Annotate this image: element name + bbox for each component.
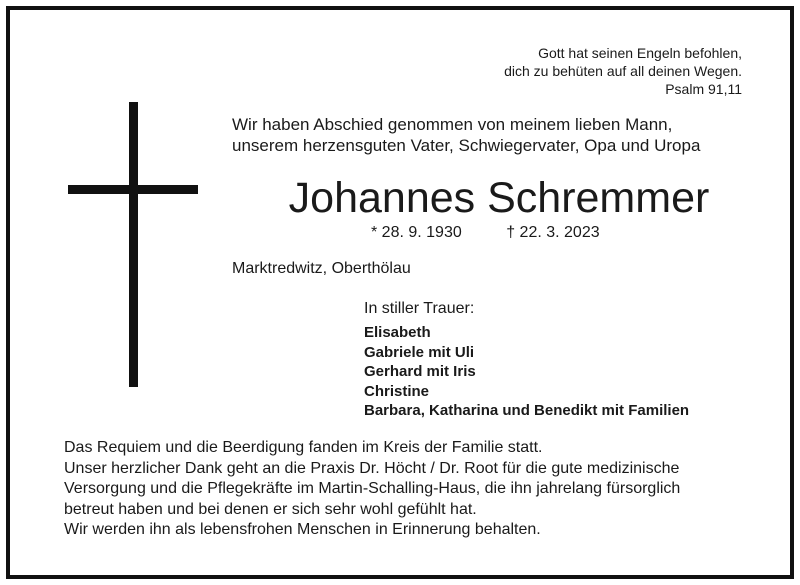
mourner-name: Elisabeth xyxy=(364,324,431,341)
mourner-name: Christine xyxy=(364,382,430,400)
mourner-name: Barbara, Katharina und Benedikt mit Familien xyxy=(364,402,690,419)
closing-line: Wir werden ihn als lebensfrohen Menschen in Erinnerung behalten. xyxy=(64,521,541,538)
death-date: † 22. 3. 2023 xyxy=(506,224,600,241)
deceased-name: Johannes Schremmer xyxy=(288,174,710,222)
mourners-list xyxy=(364,323,689,421)
psalm-line: dich zu behüten auf all deinen Wegen. xyxy=(504,63,742,79)
intro-line: Wir haben Abschied genommen von meinem lieben Mann, xyxy=(232,115,673,134)
psalm-verse xyxy=(504,44,742,98)
place-of-residence: Marktredwitz, Oberthölau xyxy=(232,260,411,277)
closing-line: Unser herzlicher Dank geht an die Praxis Dr. Höcht / Dr. Root für die gute medizinische xyxy=(64,459,680,477)
psalm-reference: Psalm 91,11 xyxy=(665,81,742,97)
closing-line: betreut haben und bei denen er sich sehr wohl gefühlt hat. xyxy=(64,500,477,518)
farewell-intro xyxy=(232,114,700,156)
mourner-name: Gerhard mit Iris xyxy=(364,363,476,380)
closing-line: Versorgung und die Pflegekräfte im Martin-Schalling-Haus, die ihn jahrelang fürsorglich xyxy=(64,480,681,497)
psalm-line: Gott hat seinen Engeln befohlen, xyxy=(538,45,742,61)
life-dates xyxy=(371,223,600,243)
mourning-heading: In stiller Trauer: xyxy=(364,300,475,317)
cross-vertical-bar xyxy=(129,102,138,387)
closing-text xyxy=(64,438,764,541)
closing-line: Das Requiem und die Beerdigung fanden im Kreis der Familie statt. xyxy=(64,439,543,456)
mourner-name: Gabriele mit Uli xyxy=(364,343,475,361)
obituary-notice xyxy=(6,6,794,579)
intro-line: unserem herzensguten Vater, Schwiegervater, Opa und Uropa xyxy=(232,136,701,155)
birth-date: * 28. 9. 1930 xyxy=(371,224,462,241)
